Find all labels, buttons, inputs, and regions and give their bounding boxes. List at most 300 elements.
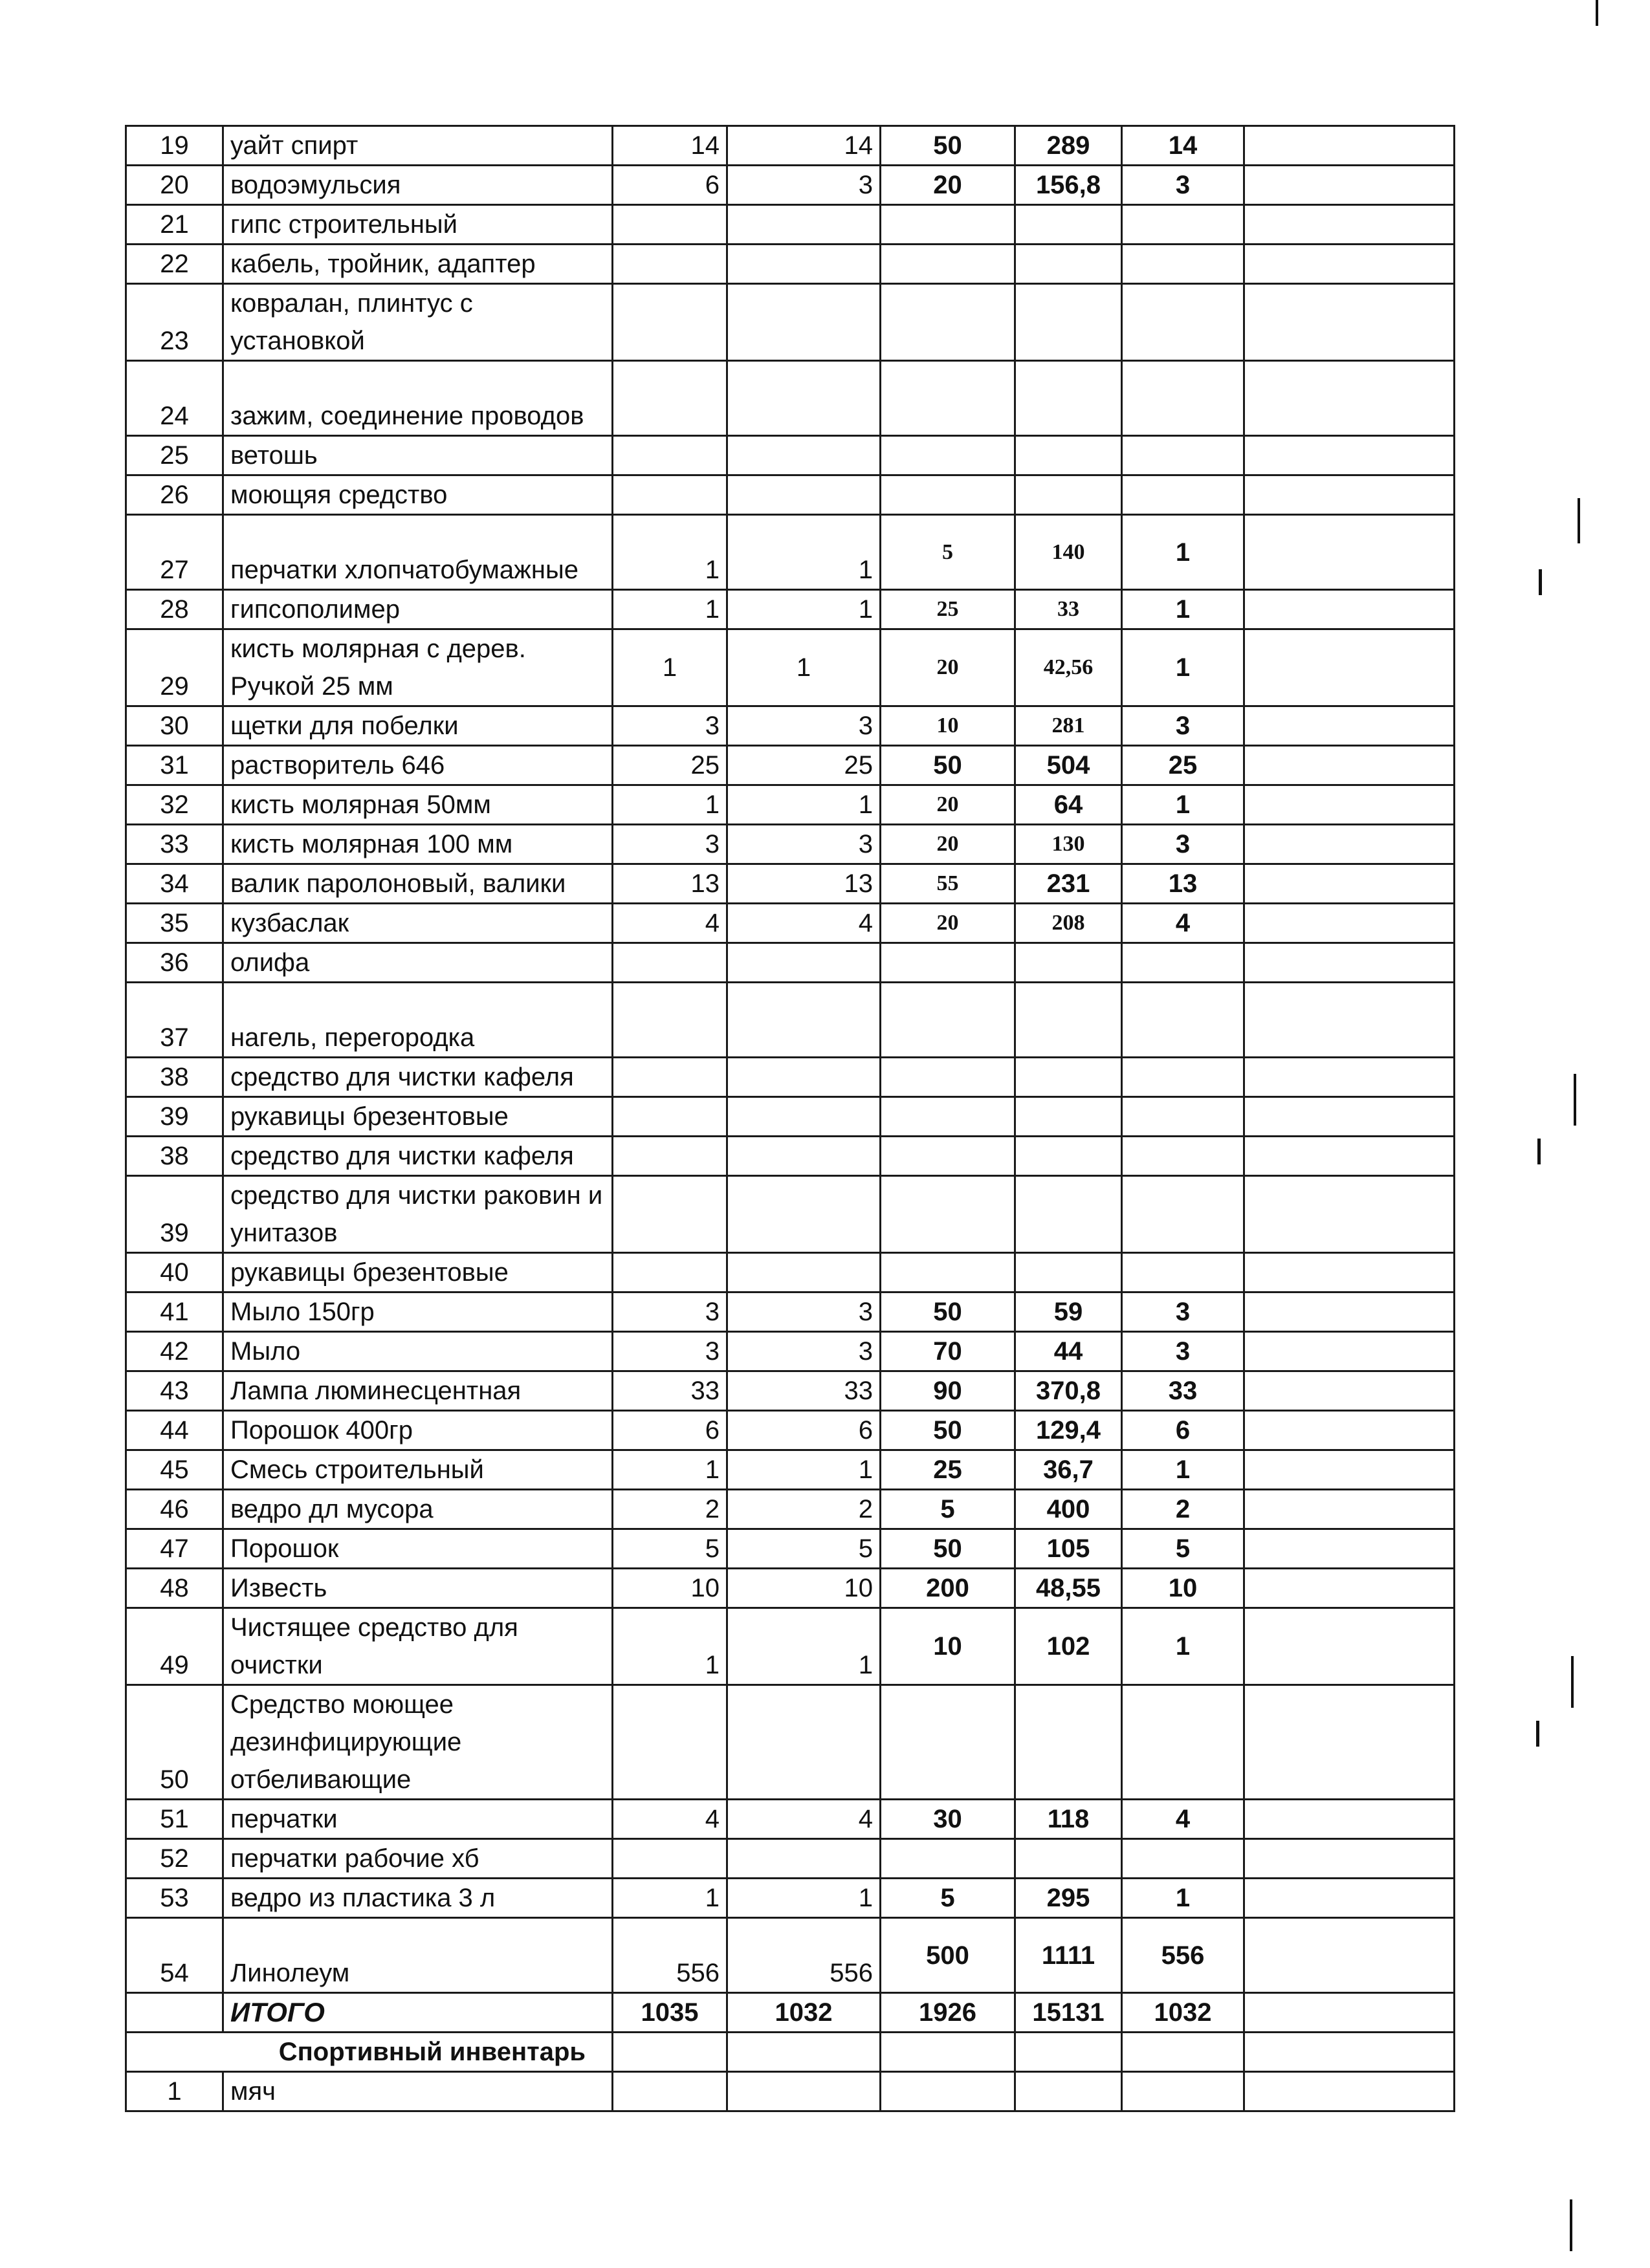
- table-row: [126, 943, 1455, 983]
- empty-cell: [1244, 1879, 1455, 1918]
- item-name: кузбаслак: [223, 904, 613, 943]
- table-row: [126, 1918, 1455, 1993]
- empty-cell: [1244, 825, 1455, 864]
- total-value: 1032: [1122, 1993, 1244, 2033]
- value-cell: 20: [881, 629, 1015, 706]
- value-cell: 70: [881, 1332, 1015, 1371]
- table-row: [126, 1685, 1455, 1800]
- row-number: 28: [126, 590, 223, 629]
- value-cell: [1122, 475, 1244, 515]
- quantity-cell: 556: [613, 1918, 727, 1993]
- quantity-cell: 1: [727, 1450, 881, 1490]
- quantity-cell: [727, 205, 881, 245]
- value-cell: [881, 361, 1015, 436]
- inventory-table: [125, 125, 1455, 2112]
- value-cell: 3: [1122, 706, 1244, 746]
- quantity-cell: 1: [727, 629, 881, 706]
- quantity-cell: [727, 361, 881, 436]
- value-cell: 200: [881, 1569, 1015, 1608]
- row-number: 40: [126, 1253, 223, 1292]
- empty-cell: [1015, 2033, 1122, 2072]
- value-cell: 33: [1122, 1371, 1244, 1411]
- value-cell: 30: [881, 1800, 1015, 1839]
- value-cell: 208: [1015, 904, 1122, 943]
- value-cell: [1122, 1176, 1244, 1253]
- value-cell: [1015, 475, 1122, 515]
- row-number: 52: [126, 1839, 223, 1879]
- row-number: 47: [126, 1529, 223, 1569]
- table-row: [126, 126, 1455, 166]
- quantity-cell: 3: [613, 706, 727, 746]
- empty-cell: [613, 2033, 727, 2072]
- value-cell: [1122, 983, 1244, 1058]
- value-cell: [1122, 1058, 1244, 1097]
- row-number: 41: [126, 1292, 223, 1332]
- quantity-cell: [727, 475, 881, 515]
- value-cell: 3: [1122, 825, 1244, 864]
- item-name: средство для чистки раковин и унитазов: [223, 1176, 613, 1253]
- item-name: Известь: [223, 1569, 613, 1608]
- table-row: [126, 904, 1455, 943]
- empty-cell: [1244, 1411, 1455, 1450]
- table-row: [126, 1450, 1455, 1490]
- quantity-cell: 4: [727, 1800, 881, 1839]
- value-cell: 1111: [1015, 1918, 1122, 1993]
- value-cell: [881, 475, 1015, 515]
- empty-cell: [881, 2072, 1015, 2111]
- empty-cell: [1244, 590, 1455, 629]
- section-header-row: [126, 2033, 1455, 2072]
- quantity-cell: 3: [727, 1332, 881, 1371]
- table-row: [126, 1800, 1455, 1839]
- value-cell: 50: [881, 126, 1015, 166]
- value-cell: 10: [1122, 1569, 1244, 1608]
- value-cell: 102: [1015, 1608, 1122, 1685]
- quantity-cell: 13: [727, 864, 881, 904]
- row-number: 50: [126, 1685, 223, 1800]
- table-row: [126, 1569, 1455, 1608]
- table-row: [126, 1253, 1455, 1292]
- value-cell: [1122, 1253, 1244, 1292]
- value-cell: 36,7: [1015, 1450, 1122, 1490]
- table-row: [126, 436, 1455, 475]
- value-cell: [881, 436, 1015, 475]
- quantity-cell: 1: [727, 1879, 881, 1918]
- item-name: нагель, перегородка: [223, 983, 613, 1058]
- empty-cell: [1244, 864, 1455, 904]
- row-number: 54: [126, 1918, 223, 1993]
- quantity-cell: 25: [613, 746, 727, 785]
- item-name: рукавицы брезентовые: [223, 1097, 613, 1137]
- punch-mark: [1574, 1074, 1576, 1126]
- quantity-cell: 6: [613, 166, 727, 205]
- value-cell: [1122, 436, 1244, 475]
- quantity-cell: [613, 1685, 727, 1800]
- empty-cell: [1244, 1292, 1455, 1332]
- value-cell: [1122, 205, 1244, 245]
- table-row: [126, 245, 1455, 284]
- value-cell: 25: [1122, 746, 1244, 785]
- table-row: [126, 2072, 1455, 2111]
- row-number: 49: [126, 1608, 223, 1685]
- quantity-cell: 14: [613, 126, 727, 166]
- row-number: 25: [126, 436, 223, 475]
- value-cell: 1: [1122, 1879, 1244, 1918]
- item-name: ведро из пластика 3 л: [223, 1879, 613, 1918]
- quantity-cell: [727, 1253, 881, 1292]
- value-cell: [881, 284, 1015, 361]
- quantity-cell: [613, 1137, 727, 1176]
- value-cell: 105: [1015, 1529, 1122, 1569]
- quantity-cell: [613, 1058, 727, 1097]
- row-number: 20: [126, 166, 223, 205]
- value-cell: 5: [881, 1879, 1015, 1918]
- value-cell: [1122, 943, 1244, 983]
- row-number: 45: [126, 1450, 223, 1490]
- value-cell: [1015, 361, 1122, 436]
- row-number: 31: [126, 746, 223, 785]
- item-name: Смесь строительный: [223, 1450, 613, 1490]
- empty-cell: [1244, 785, 1455, 825]
- quantity-cell: 5: [613, 1529, 727, 1569]
- empty-cell: [613, 2072, 727, 2111]
- item-name: кисть молярная с дерев. Ручкой 25 мм: [223, 629, 613, 706]
- value-cell: 20: [881, 904, 1015, 943]
- value-cell: [881, 1839, 1015, 1879]
- value-cell: 3: [1122, 1332, 1244, 1371]
- value-cell: 231: [1015, 864, 1122, 904]
- row-number: 44: [126, 1411, 223, 1450]
- value-cell: 400: [1015, 1490, 1122, 1529]
- quantity-cell: 3: [613, 1332, 727, 1371]
- value-cell: 5: [881, 1490, 1015, 1529]
- value-cell: 13: [1122, 864, 1244, 904]
- table-row: [126, 983, 1455, 1058]
- value-cell: 5: [881, 515, 1015, 590]
- value-cell: [881, 1097, 1015, 1137]
- value-cell: 1: [1122, 629, 1244, 706]
- table-row: [126, 475, 1455, 515]
- empty-cell: [1244, 515, 1455, 590]
- table-row: [126, 706, 1455, 746]
- value-cell: [881, 205, 1015, 245]
- item-name: кисть молярная 100 мм: [223, 825, 613, 864]
- empty-cell: [1244, 1529, 1455, 1569]
- item-name: гипс строительный: [223, 205, 613, 245]
- quantity-cell: [613, 205, 727, 245]
- row-number: 46: [126, 1490, 223, 1529]
- table-row: [126, 1529, 1455, 1569]
- value-cell: 20: [881, 785, 1015, 825]
- value-cell: [881, 1058, 1015, 1097]
- quantity-cell: 5: [727, 1529, 881, 1569]
- quantity-cell: 1: [613, 1608, 727, 1685]
- value-cell: 50: [881, 746, 1015, 785]
- row-number: 37: [126, 983, 223, 1058]
- item-name: уайт спирт: [223, 126, 613, 166]
- value-cell: [881, 245, 1015, 284]
- quantity-cell: 3: [727, 825, 881, 864]
- quantity-cell: [727, 1058, 881, 1097]
- quantity-cell: 1: [613, 1879, 727, 1918]
- quantity-cell: [613, 284, 727, 361]
- table-row: [126, 1137, 1455, 1176]
- empty-cell: [1244, 629, 1455, 706]
- total-value: 1926: [881, 1993, 1015, 2033]
- value-cell: 14: [1122, 126, 1244, 166]
- punch-mark: [1571, 1656, 1574, 1708]
- value-cell: 1: [1122, 515, 1244, 590]
- value-cell: [1015, 1253, 1122, 1292]
- value-cell: [1015, 245, 1122, 284]
- empty-cell: [1244, 1137, 1455, 1176]
- value-cell: 140: [1015, 515, 1122, 590]
- quantity-cell: 6: [613, 1411, 727, 1450]
- quantity-cell: 10: [727, 1569, 881, 1608]
- total-value: 1035: [613, 1993, 727, 2033]
- item-name: Мыло 150гр: [223, 1292, 613, 1332]
- value-cell: 44: [1015, 1332, 1122, 1371]
- quantity-cell: [613, 361, 727, 436]
- value-cell: [881, 1137, 1015, 1176]
- empty-cell: [1244, 361, 1455, 436]
- value-cell: 25: [881, 590, 1015, 629]
- row-number: 27: [126, 515, 223, 590]
- quantity-cell: 4: [727, 904, 881, 943]
- item-name: перчатки хлопчатобумажные: [223, 515, 613, 590]
- punch-mark: [1539, 569, 1542, 595]
- value-cell: 48,55: [1015, 1569, 1122, 1608]
- empty-cell: [1244, 983, 1455, 1058]
- total-value: 15131: [1015, 1993, 1122, 2033]
- quantity-cell: [613, 1839, 727, 1879]
- total-label: ИТОГО: [223, 1993, 613, 2033]
- table-row: [126, 1371, 1455, 1411]
- row-number: 35: [126, 904, 223, 943]
- empty-cell: [1244, 1839, 1455, 1879]
- empty-cell: [881, 2033, 1015, 2072]
- value-cell: 504: [1015, 746, 1122, 785]
- value-cell: 281: [1015, 706, 1122, 746]
- table-row: [126, 825, 1455, 864]
- value-cell: [1015, 205, 1122, 245]
- table-row: [126, 1490, 1455, 1529]
- empty-cell: [1244, 1097, 1455, 1137]
- table-row: [126, 1839, 1455, 1879]
- quantity-cell: 1: [727, 1608, 881, 1685]
- value-cell: 1: [1122, 1608, 1244, 1685]
- value-cell: 90: [881, 1371, 1015, 1411]
- table-row: [126, 590, 1455, 629]
- quantity-cell: 33: [613, 1371, 727, 1411]
- item-name: перчатки рабочие хб: [223, 1839, 613, 1879]
- value-cell: 2: [1122, 1490, 1244, 1529]
- empty-cell: [1244, 1450, 1455, 1490]
- value-cell: 556: [1122, 1918, 1244, 1993]
- table-row: [126, 166, 1455, 205]
- item-name: Лампа люминесцентная: [223, 1371, 613, 1411]
- quantity-cell: 1: [613, 629, 727, 706]
- value-cell: 50: [881, 1411, 1015, 1450]
- quantity-cell: 3: [613, 1292, 727, 1332]
- row-number: 33: [126, 825, 223, 864]
- quantity-cell: 1: [727, 785, 881, 825]
- empty-cell: [1244, 706, 1455, 746]
- value-cell: 1: [1122, 590, 1244, 629]
- item-name: средство для чистки кафеля: [223, 1058, 613, 1097]
- value-cell: 156,8: [1015, 166, 1122, 205]
- table-row: [126, 629, 1455, 706]
- table-row: [126, 746, 1455, 785]
- value-cell: [1015, 983, 1122, 1058]
- quantity-cell: 25: [727, 746, 881, 785]
- value-cell: [1015, 1176, 1122, 1253]
- quantity-cell: [613, 245, 727, 284]
- item-name: валик паролоновый, валики: [223, 864, 613, 904]
- item-name: ведро дл мусора: [223, 1490, 613, 1529]
- row-number: 22: [126, 245, 223, 284]
- item-name: щетки для побелки: [223, 706, 613, 746]
- empty-cell: [1244, 475, 1455, 515]
- row-number: 30: [126, 706, 223, 746]
- quantity-cell: 14: [727, 126, 881, 166]
- value-cell: [881, 943, 1015, 983]
- value-cell: 500: [881, 1918, 1015, 1993]
- value-cell: 4: [1122, 904, 1244, 943]
- quantity-cell: [727, 1839, 881, 1879]
- value-cell: 50: [881, 1529, 1015, 1569]
- value-cell: [1122, 1097, 1244, 1137]
- quantity-cell: 2: [727, 1490, 881, 1529]
- value-cell: [881, 983, 1015, 1058]
- value-cell: 50: [881, 1292, 1015, 1332]
- value-cell: 1: [1122, 785, 1244, 825]
- table-row: [126, 864, 1455, 904]
- value-cell: [881, 1685, 1015, 1800]
- quantity-cell: 556: [727, 1918, 881, 1993]
- empty-cell: [1244, 166, 1455, 205]
- item-name: Линолеум: [223, 1918, 613, 1993]
- item-name: Средство моющее дезинфицирующие отбеливающие: [223, 1685, 613, 1800]
- empty-cell: [1244, 126, 1455, 166]
- value-cell: 370,8: [1015, 1371, 1122, 1411]
- quantity-cell: [613, 943, 727, 983]
- value-cell: [1015, 1137, 1122, 1176]
- item-name: кабель, тройник, адаптер: [223, 245, 613, 284]
- quantity-cell: [727, 1097, 881, 1137]
- empty-cell: [1244, 1253, 1455, 1292]
- value-cell: 4: [1122, 1800, 1244, 1839]
- empty-cell: [1122, 2072, 1244, 2111]
- value-cell: 295: [1015, 1879, 1122, 1918]
- item-name: моющяя средство: [223, 475, 613, 515]
- value-cell: [1015, 436, 1122, 475]
- item-name: олифа: [223, 943, 613, 983]
- empty-cell: [1244, 1332, 1455, 1371]
- value-cell: 10: [881, 706, 1015, 746]
- row-number: 19: [126, 126, 223, 166]
- total-value: 1032: [727, 1993, 881, 2033]
- empty-cell: [1244, 1993, 1455, 2033]
- quantity-cell: 4: [613, 904, 727, 943]
- empty-cell: [1244, 1918, 1455, 1993]
- quantity-cell: 3: [613, 825, 727, 864]
- quantity-cell: [613, 475, 727, 515]
- item-name: перчатки: [223, 1800, 613, 1839]
- row-number: 36: [126, 943, 223, 983]
- quantity-cell: 1: [613, 590, 727, 629]
- quantity-cell: 1: [727, 590, 881, 629]
- item-name: ветошь: [223, 436, 613, 475]
- row-number: 26: [126, 475, 223, 515]
- quantity-cell: [727, 245, 881, 284]
- item-name: рукавицы брезентовые: [223, 1253, 613, 1292]
- empty-cell: [1015, 2072, 1122, 2111]
- value-cell: [1122, 1137, 1244, 1176]
- row-number: 32: [126, 785, 223, 825]
- value-cell: 289: [1015, 126, 1122, 166]
- quantity-cell: [613, 1097, 727, 1137]
- value-cell: 33: [1015, 590, 1122, 629]
- quantity-cell: 6: [727, 1411, 881, 1450]
- inventory-sheet: [125, 125, 1455, 2112]
- row-number: 42: [126, 1332, 223, 1371]
- empty-cell: [1244, 1685, 1455, 1800]
- empty-cell: [1244, 1490, 1455, 1529]
- empty-cell: [126, 1993, 223, 2033]
- item-name: средство для чистки кафеля: [223, 1137, 613, 1176]
- row-number: 38: [126, 1137, 223, 1176]
- item-name: гипсополимер: [223, 590, 613, 629]
- quantity-cell: 10: [613, 1569, 727, 1608]
- quantity-cell: [727, 436, 881, 475]
- item-name: Порошок 400гр: [223, 1411, 613, 1450]
- value-cell: [1122, 284, 1244, 361]
- empty-cell: [1244, 284, 1455, 361]
- value-cell: [1015, 1685, 1122, 1800]
- empty-cell: [1244, 904, 1455, 943]
- value-cell: [1122, 1839, 1244, 1879]
- value-cell: [1015, 1839, 1122, 1879]
- quantity-cell: 13: [613, 864, 727, 904]
- row-number: 34: [126, 864, 223, 904]
- item-name: Порошок: [223, 1529, 613, 1569]
- value-cell: [1015, 1058, 1122, 1097]
- row-number: 48: [126, 1569, 223, 1608]
- empty-cell: [1244, 436, 1455, 475]
- table-row: [126, 1411, 1455, 1450]
- value-cell: 118: [1015, 1800, 1122, 1839]
- table-row: [126, 284, 1455, 361]
- empty-cell: [1244, 1058, 1455, 1097]
- table-row: [126, 785, 1455, 825]
- quantity-cell: 3: [727, 166, 881, 205]
- item-name: кисть молярная 50мм: [223, 785, 613, 825]
- punch-mark: [1536, 1721, 1539, 1747]
- value-cell: 20: [881, 166, 1015, 205]
- quantity-cell: [613, 1253, 727, 1292]
- empty-cell: [1122, 2033, 1244, 2072]
- table-row: [126, 1608, 1455, 1685]
- table-row: [126, 1058, 1455, 1097]
- punch-mark: [1537, 1139, 1541, 1164]
- inventory-table-body: [126, 126, 1455, 2111]
- row-number: 29: [126, 629, 223, 706]
- row-number: 23: [126, 284, 223, 361]
- row-number: 39: [126, 1176, 223, 1253]
- value-cell: 55: [881, 864, 1015, 904]
- item-name: ковралан, плинтус с установкой: [223, 284, 613, 361]
